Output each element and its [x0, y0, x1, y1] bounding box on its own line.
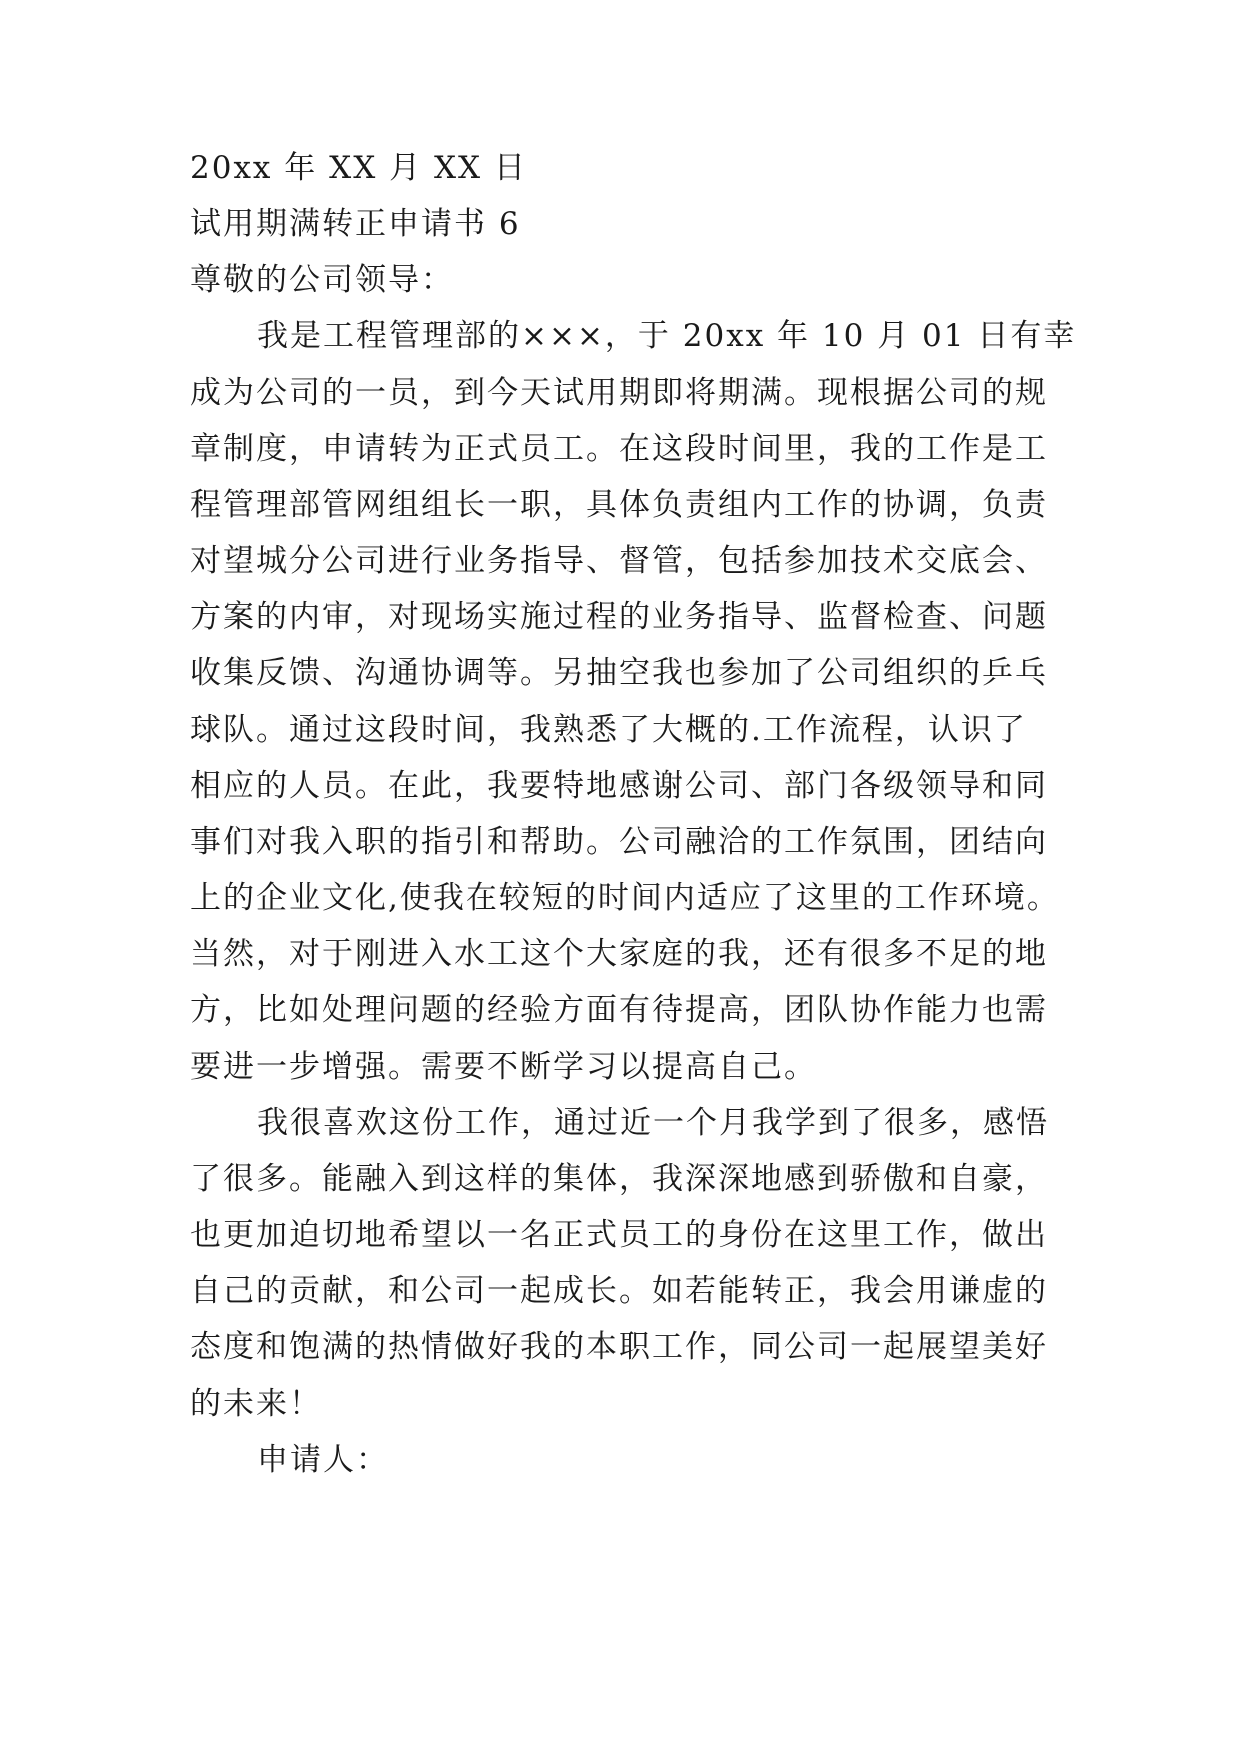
- paragraph-line: 对望城分公司进行业务指导、督管，包括参加技术交底会、: [190, 543, 1048, 579]
- signature-label: 申请人：: [257, 1442, 389, 1478]
- paragraph-line: 了很多。能融入到这样的集体，我深深地感到骄傲和自豪，: [190, 1161, 1048, 1197]
- document-date: 20xx 年 XX 月 XX 日: [190, 150, 527, 186]
- paragraph-line: 事们对我入职的指引和帮助。公司融洽的工作氛围，团结向: [190, 824, 1048, 860]
- paragraph-line: 方，比如处理问题的经验方面有待提高，团队协作能力也需: [190, 992, 1048, 1028]
- paragraph-line: 态度和饱满的热情做好我的本职工作，同公司一起展望美好: [190, 1329, 1048, 1365]
- paragraph-line: 相应的人员。在此，我要特地感谢公司、部门各级领导和同: [190, 768, 1048, 804]
- paragraph-line: 当然，对于刚进入水工这个大家庭的我，还有很多不足的地: [190, 936, 1048, 972]
- paragraph-line: 要进一步增强。需要不断学习以提高自己。: [190, 1049, 817, 1085]
- document-title: 试用期满转正申请书 6: [190, 206, 521, 242]
- paragraph-line: 的未来！: [190, 1386, 322, 1422]
- paragraph-line: 章制度，申请转为正式员工。在这段时间里，我的工作是工: [190, 431, 1048, 467]
- paragraph-line: 成为公司的一员，到今天试用期即将期满。现根据公司的规: [190, 375, 1048, 411]
- paragraph-line: 我是工程管理部的×××，于 20xx 年 10 月 01 日有幸: [257, 318, 1077, 354]
- salutation: 尊敬的公司领导：: [190, 262, 454, 298]
- paragraph-line: 程管理部管网组组长一职，具体负责组内工作的协调，负责: [190, 487, 1048, 523]
- paragraph-line: 我很喜欢这份工作，通过近一个月我学到了很多，感悟: [257, 1105, 1049, 1141]
- paragraph-line: 上的企业文化,使我在较短的时间内适应了这里的工作环境。: [190, 880, 1060, 916]
- paragraph-line: 球队。通过这段时间，我熟悉了大概的.工作流程，认识了: [190, 712, 1027, 748]
- paragraph-line: 方案的内审，对现场实施过程的业务指导、监督检查、问题: [190, 599, 1048, 635]
- paragraph-line: 自己的贡献，和公司一起成长。如若能转正，我会用谦虚的: [190, 1273, 1048, 1309]
- paragraph-line: 也更加迫切地希望以一名正式员工的身份在这里工作，做出: [190, 1217, 1048, 1253]
- paragraph-line: 收集反馈、沟通协调等。另抽空我也参加了公司组织的乒乓: [190, 655, 1048, 691]
